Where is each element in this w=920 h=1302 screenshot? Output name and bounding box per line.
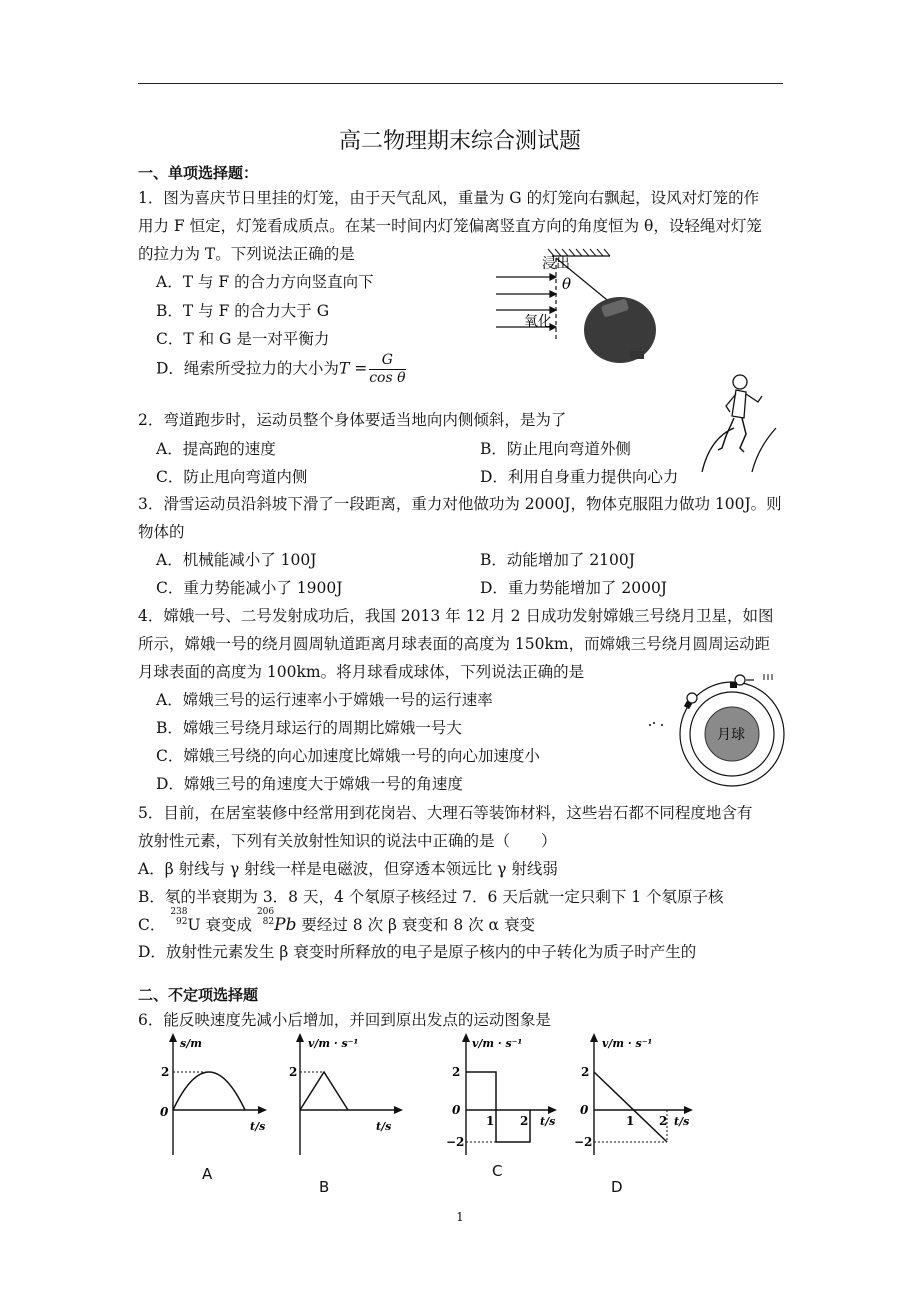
graph-b-y2: 2 [289,1065,298,1079]
q2-option-d: D．利用自身重力提供向心力 [480,468,679,486]
graph-d-x1: 1 [626,1114,635,1128]
graph-c-origin: 0 [452,1103,461,1117]
q5-uranium-mass: 238 [170,907,188,917]
q1-option-b: B．T 与 F 的合力大于 G [156,302,330,320]
graph-b-line [300,1072,348,1110]
q3-option-d: D．重力势能增加了 2000J [480,579,668,597]
q6-graph-d-label: D [611,1178,623,1196]
q3-option-c: C．重力势能减小了 1900J [156,579,343,597]
q2-option-a: A．提高跑的速度 [156,440,276,458]
q1-option-c: C．T 和 G 是一对平衡力 [156,330,330,348]
q2-option-c: C．防止甩向弯道内侧 [156,468,308,486]
q1-formula-fraction [369,352,405,387]
q6-graph-c-label: C [492,1162,503,1180]
q5-lead-indices [257,907,274,927]
q4-option-c: C．嫦娥三号绕的向心加速度比嫦娥一号的向心加速度小 [156,747,540,765]
graph-c-line [466,1072,530,1142]
q2-option-b: B．防止甩向弯道外侧 [480,440,631,458]
section-heading-multi-choice: 二、不定项选择题 [138,986,259,1004]
page-number: 1 [456,1210,464,1224]
q1-stem-line3: 的拉力为 T。下列说法正确的是 [138,245,355,263]
q1-option-d [156,352,406,387]
graph-a-origin: 0 [160,1105,169,1119]
q1-stem-line2: 用力 F 恒定，灯笼看成质点。在某一时间内灯笼偏离竖直方向的角度恒为 θ，设轻绳对灯笼 [138,217,762,235]
q2-runner-figure [700,368,782,476]
section-heading-single-choice: 一、单项选择题： [138,164,259,182]
q1-lantern-figure [490,244,665,374]
q5-option-c-suffix: 要经过 8 次 β 衰变和 8 次 α 衰变 [296,916,535,934]
q1-option-d-text: D．绳索所受拉力的大小为 [156,359,339,378]
q5-option-c [138,905,535,935]
q4-option-d: D．嫦娥三号的角速度大于嫦娥一号的角速度 [156,775,463,793]
graph-d-x2: 2 [659,1114,668,1128]
q6-graph-b-label: B [319,1178,330,1196]
graph-d-y2: 2 [581,1065,590,1079]
graph-c-ylabel: v/m · s⁻¹ [472,1037,523,1050]
runner-head [733,375,747,389]
q5-stem-line1: 5．目前，在居室装修中经常用到花岗岩、大理石等装饰材料，这些岩石都不同程度地含有 [138,804,753,822]
q6-graph-d [570,1030,705,1160]
graph-d-origin: 0 [580,1103,589,1117]
q6-graph-c [430,1030,565,1160]
q5-stem-line2: 放射性元素，下列有关放射性知识的说法中正确的是（ ） [138,832,557,850]
q1-fig-label-1: 浸出 [542,256,570,272]
q1-stem-line1: 1．图为喜庆节日里挂的灯笼，由于天气乱风，重量为 G 的灯笼向右飘起，设风对灯笼的作 [138,189,760,207]
q6-graph-a-label: A [202,1165,213,1183]
lantern-tassel [630,351,644,359]
graph-a-y2: 2 [161,1065,170,1079]
graph-a-xlabel: t/s [250,1120,266,1133]
q5-option-c-mid: 衰变成 [200,916,257,934]
q4-stem-line2: 所示，嫦娥一号的绕月圆周轨道距离月球表面的高度为 150km，而嫦娥三号绕月圆周运动距 [138,635,771,653]
q3-option-a: A．机械能减小了 100J [156,551,317,569]
q2-stem: 2．弯道跑步时，运动员整个身体要适当地向内侧倾斜，是为了 [138,411,567,429]
q5-lead-symbol: Pb [274,915,297,935]
q1-option-a: A．T 与 F 的合力方向竖直向下 [156,273,374,291]
graph-a-curve [173,1072,245,1110]
q4-stem-line1: 4．嫦娥一号、二号发射成功后，我国 2013 年 12 月 2 日成功发射嫦娥三号绕月卫星，如图 [138,607,774,625]
q1-formula-denominator: cos θ [369,370,406,386]
graph-b-xlabel: t/s [376,1120,392,1133]
q3-stem-line1: 3．滑雪运动员沿斜坡下滑了一段距离，重力对他做功为 2000J，物体克服阻力做功 100J。则 [138,495,782,513]
q6-stem: 6．能反映速度先减小后增加，并回到原出发点的运动图象是 [138,1011,551,1029]
graph-d-yneg: −2 [574,1135,593,1149]
moon-label: 月球 [717,727,745,743]
page-title: 高二物理期末综合测试题 [338,129,581,154]
q3-stem-line2: 物体的 [138,523,185,541]
graph-c-yneg: −2 [446,1135,465,1149]
graph-c-y2: 2 [452,1065,461,1079]
graph-c-x1: 1 [486,1114,495,1128]
graph-c-xlabel: t/s [540,1115,556,1128]
q1-formula-numerator: G [369,352,405,370]
q1-formula-T: T = [338,359,368,378]
q4-moon-orbit-figure [640,668,785,793]
satellite-1-icon [684,693,697,709]
q6-graph-b [278,1030,408,1165]
q5-option-c-prefix: C． [138,916,166,934]
q6-graph-a [150,1030,270,1165]
graph-d-xlabel: t/s [674,1115,690,1128]
q5-lead-z: 82 [262,917,275,927]
graph-d-ylabel: v/m · s⁻¹ [602,1037,653,1050]
graph-a-ylabel: s/m [180,1037,202,1050]
q5-uranium-symbol: U [187,916,201,934]
q1-fig-theta: θ [562,275,572,293]
q3-option-b: B．动能增加了 2100J [480,551,635,569]
q5-lead-mass: 206 [256,907,275,917]
graph-c-x2: 2 [520,1114,529,1128]
q4-option-a: A．嫦娥三号的运行速率小于嫦娥一号的运行速率 [156,691,493,709]
q5-option-b: B．氡的半衰期为 3．8 天，4 个氡原子核经过 7．6 天后就一定只剩下 1 个氡原子核 [138,888,724,906]
q5-uranium-z: 92 [176,917,188,927]
q5-uranium-indices [170,907,187,927]
q4-option-b: B．嫦娥三号绕月球运行的周期比嫦娥一号大 [156,719,462,737]
q5-option-a: A．β 射线与 γ 射线一样是电磁波，但穿透本领远比 γ 射线弱 [138,860,558,878]
q5-option-d: D．放射性元素发生 β 衰变时所释放的电子是原子核内的中子转化为质子时产生的 [138,943,697,961]
header-rule [138,83,783,84]
q1-fig-label-2: 氧化 [524,314,552,330]
q4-stem-line3: 月球表面的高度为 100km。将月球看成球体，下列说法正确的是 [138,663,585,681]
graph-d-line [594,1072,667,1142]
graph-b-ylabel: v/m · s⁻¹ [308,1037,359,1050]
